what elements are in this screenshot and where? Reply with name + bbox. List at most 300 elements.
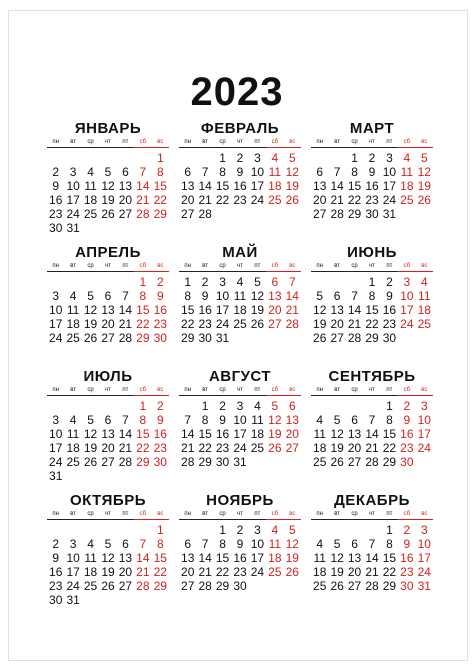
empty-cell <box>311 151 328 165</box>
weekday-label: вс <box>284 138 301 148</box>
day-cell: 4 <box>316 537 324 551</box>
day-cell: 29 <box>136 455 150 469</box>
day-cell: 3 <box>254 151 261 165</box>
day-cell: 20 <box>118 193 133 207</box>
day-cell: 27 <box>330 331 344 345</box>
day-cell: 18 <box>268 179 282 193</box>
day-cell: 23 <box>400 441 414 455</box>
weekday-label: вс <box>284 510 301 520</box>
day-cell: 22 <box>136 317 150 331</box>
day-cell: 17 <box>215 303 230 317</box>
day-cell: 4 <box>69 413 77 427</box>
day-cell: 10 <box>66 179 80 193</box>
empty-cell <box>99 275 116 289</box>
day-cell: 21 <box>181 441 195 455</box>
day-cell: 19 <box>313 317 327 331</box>
month-name: МАРТ <box>349 120 395 137</box>
days-grid <box>311 523 433 593</box>
days-grid <box>311 275 433 345</box>
day-cell: 24 <box>417 441 431 455</box>
day-cell: 18 <box>417 303 431 317</box>
day-cell: 19 <box>268 427 282 441</box>
day-cell: 8 <box>156 165 164 179</box>
weekday-label: сб <box>266 386 283 396</box>
day-cell: 3 <box>254 523 261 537</box>
day-cell: 17 <box>49 441 63 455</box>
day-cell: 3 <box>69 165 77 179</box>
day-cell: 5 <box>271 399 279 413</box>
empty-cell <box>82 523 99 537</box>
day-cell: 2 <box>156 399 164 413</box>
days-grid <box>47 523 169 607</box>
day-cell: 16 <box>153 303 167 317</box>
day-cell: 16 <box>215 427 230 441</box>
day-cell: 22 <box>382 441 397 455</box>
weekday-label: вс <box>152 386 169 396</box>
months-grid <box>47 120 433 616</box>
empty-cell <box>311 523 328 537</box>
day-cell: 19 <box>285 551 299 565</box>
day-cell: 26 <box>250 317 265 331</box>
day-cell: 10 <box>250 537 265 551</box>
day-cell: 14 <box>365 551 379 565</box>
day-cell: 13 <box>347 551 362 565</box>
weekday-label: пн <box>316 387 323 393</box>
day-cell: 31 <box>49 469 63 483</box>
day-cell: 20 <box>181 193 195 207</box>
day-cell: 21 <box>118 441 133 455</box>
day-cell: 27 <box>118 579 133 593</box>
month-name: ИЮЛЬ <box>83 368 133 385</box>
day-cell: 7 <box>201 165 209 179</box>
weekday-label: пт <box>122 139 129 145</box>
day-cell: 12 <box>101 551 115 565</box>
day-cell: 3 <box>69 537 77 551</box>
day-cell: 21 <box>118 317 133 331</box>
weekday-label: вт <box>334 263 341 269</box>
empty-cell <box>179 151 196 165</box>
day-cell: 27 <box>347 579 362 593</box>
day-cell: 24 <box>250 565 265 579</box>
weekday-label: чт <box>237 139 243 145</box>
day-cell: 16 <box>153 427 167 441</box>
weekday-label: сб <box>398 262 415 272</box>
weekday-label: пн <box>52 139 59 145</box>
day-cell: 25 <box>233 317 247 331</box>
day-cell: 3 <box>386 151 393 165</box>
day-cell: 15 <box>136 427 150 441</box>
empty-cell <box>196 523 213 537</box>
empty-cell <box>47 523 64 537</box>
day-cell: 28 <box>198 579 212 593</box>
day-cell: 23 <box>233 565 247 579</box>
day-cell: 23 <box>198 317 212 331</box>
empty-cell <box>179 399 196 413</box>
weekday-label: вс <box>416 138 433 148</box>
month-block <box>311 492 433 616</box>
day-cell: 17 <box>250 179 265 193</box>
day-cell: 28 <box>285 317 299 331</box>
day-cell: 12 <box>83 427 98 441</box>
day-cell: 12 <box>313 303 327 317</box>
day-cell: 7 <box>368 413 376 427</box>
weekday-label: чт <box>105 511 111 517</box>
weekday-label: пт <box>254 511 261 517</box>
day-cell: 26 <box>285 193 299 207</box>
empty-cell <box>328 399 345 413</box>
empty-cell <box>99 151 116 165</box>
day-cell: 11 <box>66 427 80 441</box>
day-cell: 2 <box>52 537 60 551</box>
weekday-label: чт <box>237 511 243 517</box>
day-cell: 29 <box>198 455 212 469</box>
day-cell: 3 <box>420 523 428 537</box>
day-cell: 29 <box>153 579 167 593</box>
weekday-label: ср <box>351 511 358 517</box>
day-cell: 1 <box>386 523 393 537</box>
day-cell: 11 <box>268 165 282 179</box>
day-cell: 26 <box>101 579 115 593</box>
day-cell: 20 <box>330 317 344 331</box>
day-cell: 29 <box>181 331 195 345</box>
weekday-header <box>47 138 169 148</box>
day-cell: 27 <box>181 207 195 221</box>
day-cell: 3 <box>52 289 60 303</box>
day-cell: 17 <box>233 427 247 441</box>
day-cell: 30 <box>153 331 167 345</box>
day-cell: 14 <box>347 303 362 317</box>
day-cell: 7 <box>122 289 129 303</box>
day-cell: 27 <box>313 207 327 221</box>
month-block <box>311 368 433 492</box>
day-cell: 15 <box>215 551 230 565</box>
day-cell: 7 <box>368 537 376 551</box>
day-cell: 18 <box>313 565 327 579</box>
day-cell: 31 <box>417 579 431 593</box>
day-cell: 31 <box>382 207 397 221</box>
day-cell: 12 <box>417 165 431 179</box>
day-cell: 26 <box>285 565 299 579</box>
day-cell: 2 <box>156 275 164 289</box>
weekday-label: чт <box>237 387 243 393</box>
weekday-label: пт <box>386 387 393 393</box>
empty-cell <box>82 151 99 165</box>
weekday-header <box>311 138 433 148</box>
day-cell: 15 <box>136 303 150 317</box>
empty-cell <box>134 523 151 537</box>
day-cell: 25 <box>66 331 80 345</box>
weekday-label: чт <box>369 387 375 393</box>
day-cell: 15 <box>198 427 212 441</box>
day-cell: 6 <box>122 165 129 179</box>
day-cell: 7 <box>122 413 129 427</box>
day-cell: 16 <box>49 565 63 579</box>
day-cell: 21 <box>365 441 379 455</box>
day-cell: 19 <box>285 179 299 193</box>
day-cell: 8 <box>139 289 147 303</box>
day-cell: 13 <box>118 551 133 565</box>
day-cell: 15 <box>365 303 379 317</box>
day-cell: 20 <box>181 565 195 579</box>
day-cell: 22 <box>153 193 167 207</box>
day-cell: 28 <box>365 455 379 469</box>
day-cell: 1 <box>139 399 147 413</box>
day-cell: 1 <box>201 399 209 413</box>
month-block <box>311 120 433 244</box>
day-cell: 23 <box>365 193 379 207</box>
day-cell: 3 <box>403 275 411 289</box>
day-cell: 25 <box>400 193 414 207</box>
day-cell: 7 <box>201 537 209 551</box>
day-cell: 10 <box>417 537 431 551</box>
weekday-label: вт <box>70 511 77 517</box>
day-cell: 30 <box>400 455 414 469</box>
day-cell: 4 <box>236 275 244 289</box>
day-cell: 2 <box>201 275 209 289</box>
day-cell: 14 <box>118 303 133 317</box>
day-cell: 29 <box>153 207 167 221</box>
day-cell: 20 <box>347 565 362 579</box>
weekday-label: сб <box>398 386 415 396</box>
weekday-label: вт <box>334 511 341 517</box>
empty-cell <box>117 275 134 289</box>
day-cell: 10 <box>400 289 414 303</box>
weekday-header <box>311 510 433 520</box>
day-cell: 28 <box>181 455 195 469</box>
day-cell: 4 <box>87 537 94 551</box>
month-block <box>47 368 169 492</box>
day-cell: 22 <box>198 441 212 455</box>
day-cell: 14 <box>181 427 195 441</box>
day-cell: 1 <box>351 151 358 165</box>
days-grid <box>311 151 433 221</box>
month-name: АПРЕЛЬ <box>75 244 141 261</box>
day-cell: 14 <box>330 179 344 193</box>
day-cell: 30 <box>49 221 63 235</box>
day-cell: 9 <box>156 289 164 303</box>
weekday-label: вт <box>202 139 209 145</box>
weekday-label: вт <box>202 511 209 517</box>
day-cell: 16 <box>400 551 414 565</box>
day-cell: 12 <box>285 165 299 179</box>
day-cell: 16 <box>233 179 247 193</box>
day-cell: 14 <box>365 427 379 441</box>
day-cell: 20 <box>268 303 282 317</box>
day-cell: 26 <box>330 455 344 469</box>
day-cell: 29 <box>365 331 379 345</box>
day-cell: 23 <box>400 565 414 579</box>
day-cell: 12 <box>250 289 265 303</box>
day-cell: 4 <box>271 151 279 165</box>
weekday-label: вт <box>334 387 341 393</box>
weekday-label: пт <box>122 263 129 269</box>
weekday-label: чт <box>237 263 243 269</box>
day-cell: 17 <box>49 317 63 331</box>
weekday-label: сб <box>134 262 151 272</box>
day-cell: 25 <box>83 207 98 221</box>
month-block <box>47 492 169 616</box>
weekday-header <box>179 138 301 148</box>
day-cell: 13 <box>101 303 115 317</box>
empty-cell <box>363 523 380 537</box>
day-cell: 24 <box>382 193 397 207</box>
month-block <box>179 492 301 616</box>
day-cell: 12 <box>101 179 115 193</box>
empty-cell <box>99 399 116 413</box>
days-grid <box>47 275 169 345</box>
day-cell: 5 <box>333 537 341 551</box>
day-cell: 8 <box>201 413 209 427</box>
day-cell: 22 <box>181 317 195 331</box>
day-cell: 9 <box>52 179 60 193</box>
day-cell: 28 <box>136 579 150 593</box>
empty-cell <box>196 151 213 165</box>
weekday-label: пт <box>122 511 129 517</box>
day-cell: 12 <box>330 551 344 565</box>
days-grid <box>179 523 301 593</box>
day-cell: 2 <box>219 399 226 413</box>
weekday-label: пт <box>122 387 129 393</box>
day-cell: 26 <box>101 207 115 221</box>
day-cell: 8 <box>219 537 226 551</box>
day-cell: 25 <box>268 193 282 207</box>
empty-cell <box>64 151 81 165</box>
day-cell: 12 <box>83 303 98 317</box>
day-cell: 17 <box>66 193 80 207</box>
day-cell: 18 <box>313 441 327 455</box>
day-cell: 25 <box>417 317 431 331</box>
empty-cell <box>346 523 363 537</box>
weekday-label: вс <box>416 262 433 272</box>
empty-cell <box>47 399 64 413</box>
weekday-label: пн <box>52 263 59 269</box>
day-cell: 18 <box>400 179 414 193</box>
weekday-label: сб <box>266 138 283 148</box>
day-cell: 25 <box>268 565 282 579</box>
days-grid <box>47 151 169 235</box>
day-cell: 19 <box>250 303 265 317</box>
day-cell: 13 <box>181 179 195 193</box>
weekday-label: пн <box>316 139 323 145</box>
day-cell: 21 <box>347 317 362 331</box>
day-cell: 26 <box>83 331 98 345</box>
day-cell: 19 <box>330 565 344 579</box>
day-cell: 5 <box>288 523 296 537</box>
day-cell: 2 <box>236 151 244 165</box>
day-cell: 29 <box>215 579 230 593</box>
days-grid <box>179 399 301 469</box>
empty-cell <box>134 151 151 165</box>
day-cell: 1 <box>219 151 226 165</box>
day-cell: 1 <box>184 275 192 289</box>
day-cell: 20 <box>313 193 327 207</box>
day-cell: 6 <box>271 275 279 289</box>
day-cell: 1 <box>156 151 164 165</box>
day-cell: 17 <box>66 565 80 579</box>
day-cell: 25 <box>313 455 327 469</box>
day-cell: 4 <box>420 275 428 289</box>
weekday-label: сб <box>266 262 283 272</box>
day-cell: 5 <box>254 275 261 289</box>
weekday-label: ср <box>87 387 94 393</box>
weekday-label: ср <box>351 139 358 145</box>
day-cell: 6 <box>333 289 341 303</box>
empty-cell <box>99 523 116 537</box>
day-cell: 19 <box>417 179 431 193</box>
empty-cell <box>64 399 81 413</box>
weekday-header <box>179 386 301 396</box>
empty-cell <box>328 151 345 165</box>
weekday-header <box>47 262 169 272</box>
day-cell: 11 <box>84 551 97 565</box>
day-cell: 30 <box>198 331 212 345</box>
day-cell: 19 <box>101 565 115 579</box>
weekday-label: пн <box>184 511 191 517</box>
weekday-label: сб <box>134 138 151 148</box>
day-cell: 5 <box>316 289 324 303</box>
day-cell: 27 <box>118 207 133 221</box>
day-cell: 27 <box>101 455 115 469</box>
day-cell: 13 <box>313 179 327 193</box>
day-cell: 9 <box>156 413 164 427</box>
day-cell: 7 <box>333 165 341 179</box>
month-name: ИЮНЬ <box>347 244 397 261</box>
day-cell: 7 <box>351 289 358 303</box>
day-cell: 2 <box>368 151 376 165</box>
weekday-label: пт <box>254 387 261 393</box>
day-cell: 13 <box>268 289 282 303</box>
day-cell: 30 <box>49 593 63 607</box>
day-cell: 8 <box>386 413 393 427</box>
weekday-label: чт <box>105 139 111 145</box>
day-cell: 21 <box>136 565 150 579</box>
day-cell: 24 <box>49 331 63 345</box>
day-cell: 9 <box>219 413 226 427</box>
empty-cell <box>179 523 196 537</box>
day-cell: 13 <box>118 179 133 193</box>
day-cell: 27 <box>268 317 282 331</box>
day-cell: 22 <box>215 565 230 579</box>
day-cell: 6 <box>184 537 192 551</box>
day-cell: 21 <box>198 565 212 579</box>
day-cell: 5 <box>87 413 94 427</box>
day-cell: 6 <box>122 537 129 551</box>
weekday-label: пн <box>52 387 59 393</box>
weekday-label: чт <box>105 263 111 269</box>
weekday-label: пт <box>386 139 393 145</box>
day-cell: 20 <box>101 441 115 455</box>
day-cell: 29 <box>347 207 362 221</box>
day-cell: 27 <box>101 331 115 345</box>
day-cell: 7 <box>139 165 147 179</box>
day-cell: 28 <box>198 207 212 221</box>
day-cell: 10 <box>49 303 63 317</box>
empty-cell <box>311 275 328 289</box>
day-cell: 10 <box>233 413 247 427</box>
day-cell: 29 <box>136 331 150 345</box>
weekday-label: вс <box>416 386 433 396</box>
weekday-label: ср <box>87 511 94 517</box>
day-cell: 22 <box>153 565 167 579</box>
day-cell: 9 <box>403 413 411 427</box>
day-cell: 11 <box>233 289 247 303</box>
weekday-label: вс <box>152 510 169 520</box>
day-cell: 22 <box>365 317 379 331</box>
day-cell: 1 <box>219 523 226 537</box>
empty-cell <box>117 523 134 537</box>
day-cell: 11 <box>268 537 282 551</box>
year-title: 2023 <box>190 70 284 114</box>
